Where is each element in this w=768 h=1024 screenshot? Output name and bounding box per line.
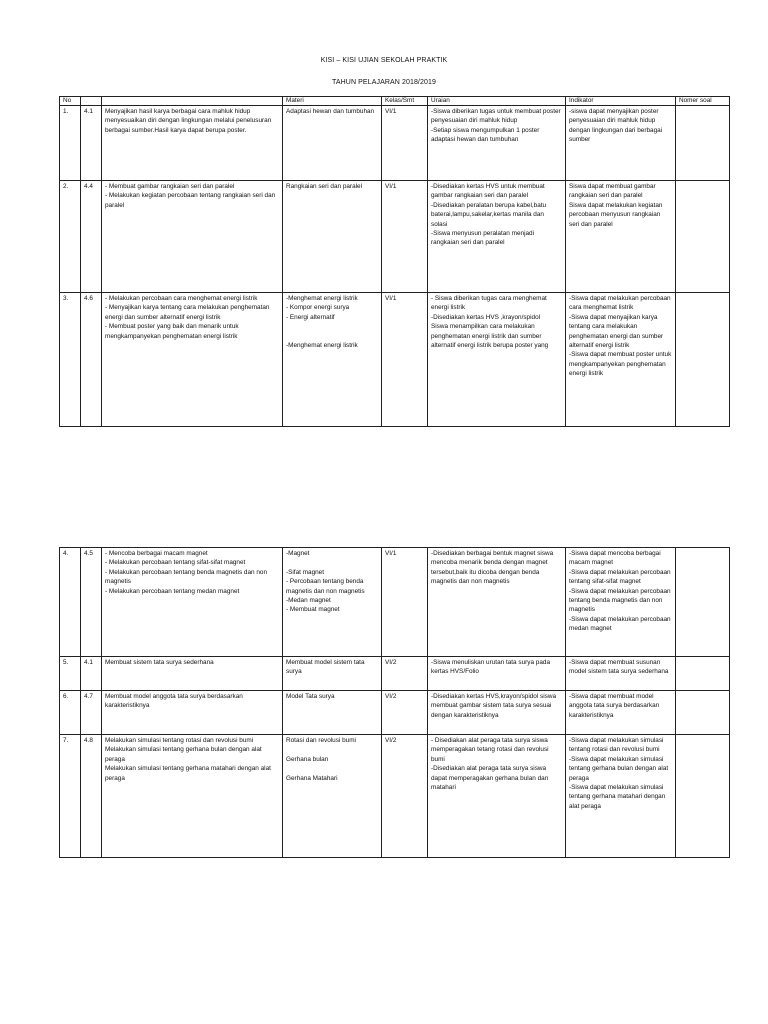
table-row [60,181,730,293]
document-title: KISI – KISI UJIAN SEKOLAH PRAKTIK [320,57,448,64]
cell-uraian: -Disediakan berbagai bentuk magnet siswa mencoba menarik benda dengan magnet tersebut,baik itu dicoba dengan benda magnetis dan non magnetis [428,548,566,657]
cell-kelas: VI/1 [382,181,428,293]
header-materi: Materi [283,97,382,106]
cell-nomer-soal [676,293,730,427]
header-nomer-soal: Nomer soal [676,97,730,106]
cell-kd: 4.1 [81,106,102,181]
cell-uraian: -Siswa diberikan tugas untuk membuat poster penyesuaian diri mahluk hidup -Setiap siswa mengumpulkan 1 poster adaptasi hewan dan tumbuhan [428,106,566,181]
table-row [60,293,730,427]
cell-indikator: -Siswa dapat mencoba berbagai macam magnet -Siswa dapat melakukan percobaan tentang sifat-sifat magnet -Siswa dapat melakukan percobaan tentang benda magnetis dan non magnetis -Siswa dapat melakukan percobaan medan magnet [566,548,676,657]
cell-materi: Rangkaian seri dan paralel [283,181,382,293]
cell-materi: -Menghemat energi listrik - Kompor energi surya - Energi alternatif -Menghemat energi listrik [283,293,382,427]
cell-uraian: - Siswa diberikan tugas cara menghemat energi listrik -Disediakan kertas HVS ,krayon/spidol Siswa menampilkan cara melakukan penghematan energi listrik dan sumber alternatif energi listrik berupa poster yang [428,293,566,427]
table-row [60,735,730,858]
cell-kelas: VI/1 [382,293,428,427]
header-kelas: Kelas/Smt [382,97,428,106]
cell-nomer-soal [676,657,730,691]
cell-no: 1. [60,106,81,181]
cell-indikator: Siswa dapat membuat gambar rangkaian seri dan paralel Siswa dapat melakukan kegiatan percobaan menyusun rangkaian seri dan paralel [566,181,676,293]
cell-kompetensi: Menyajikan hasil karya berbagai cara mahluk hidup menyesuaikan diri dengan lingkungan melalui penelusuran berbagai sumber.Hasil karya dapat berupa poster. [102,106,283,181]
table-row [60,691,730,735]
cell-uraian: -Disediakan kertas HVS,krayon/spidol siswa membuat gambar sistem tata surya sesuai dengan karakteristiknya [428,691,566,735]
cell-kelas: VI/2 [382,735,428,858]
table-row [60,548,730,657]
cell-indikator: -Siswa dapat membuat model anggota tata surya berdasarkan karakteristiknya [566,691,676,735]
header-no: No [60,97,81,106]
cell-indikator: -Siswa dapat melakukan percobaan cara menghemat listrik -Siswa dapat menyajikan karya tentang cara melakukan penghematan energi dan sumber alternatif energi listrik -Siswa dapat membuat poster untuk mengkampanyekan penghematan energi listrik [566,293,676,427]
table-header-row [60,97,730,106]
cell-indikator: -Siswa dapat melakukan simulasi tentang rotasi dan revolusi bumi -Siswa dapat melakukan simulasi tentang gerhana bulan dengan alat peraga -Siswa dapat melakukan simulasi tentang gerhana matahari dengan alat peraga [566,735,676,858]
cell-nomer-soal [676,548,730,657]
cell-nomer-soal [676,106,730,181]
cell-no: 3. [60,293,81,427]
cell-uraian: - Disediakan alat peraga tata surya siswa memperagakan tetang rotasi dan revolusi bumi -Disediakan alat peraga tata surya siswa dapat memperagakan gerhana bulan dan matahari [428,735,566,858]
table-row [60,106,730,181]
cell-indikator: -Siswa dapat membuat susunan model sistem tata surya sederhana [566,657,676,691]
cell-kompetensi: - Membuat gambar rangkaian seri dan paralel - Melakukan kegiatan percobaan tentang rangkaian seri dan paralel [102,181,283,293]
document-subtitle: TAHUN PELAJARAN 2018/2019 [332,79,436,86]
cell-no: 7. [60,735,81,858]
header-kd [81,97,102,106]
cell-kelas: VI/2 [382,691,428,735]
kisi-table-1 [59,96,730,427]
cell-kelas: VI/1 [382,548,428,657]
cell-materi: -Magnet -Sifat magnet - Percobaan tentang benda magnetis dan non magnetis -Medan magnet - Membuat magnet [283,548,382,657]
cell-no: 5. [60,657,81,691]
cell-no: 4. [60,548,81,657]
cell-kompetensi: Membuat sistem tata surya sederhana [102,657,283,691]
header-uraian: Uraian [428,97,566,106]
kisi-table-2 [59,547,730,858]
cell-kd: 4.7 [81,691,102,735]
cell-kompetensi: - Melakukan percobaan cara menghemat energi listrik - Menyajikan karya tentang cara melakukan penghematan energi dan sumber alternatif energi listrik - Membuat poster yang baik dan menarik untuk mengkampanyekan penghematan energi listrik [102,293,283,427]
cell-kompetensi: - Mencoba berbagai macam magnet - Melakukan percobaan tentang sifat-sifat magnet - Melakukan percobaan tentang benda magnetis dan non magnetis - Melakukan percobaan tentang medan magnet [102,548,283,657]
cell-kd: 4.4 [81,181,102,293]
cell-nomer-soal [676,181,730,293]
cell-kd: 4.5 [81,548,102,657]
cell-uraian: -Siswa menuliskan urutan tata surya pada kertas HVS/Folio [428,657,566,691]
cell-indikator: -siswa dapat menyajikan poster penyesuaian diri mahluk hidup dengan lingkungan dari berbagai sumber [566,106,676,181]
cell-no: 6. [60,691,81,735]
cell-kd: 4.8 [81,735,102,858]
cell-kelas: VI/1 [382,106,428,181]
cell-materi: Membuat model sistem tata surya [283,657,382,691]
cell-kelas: VI/2 [382,657,428,691]
cell-materi: Model Tata surya [283,691,382,735]
cell-kompetensi: Membuat model anggota tata surya berdasarkan karakteristiknya [102,691,283,735]
cell-materi: Adaptasi hewan dan tumbuhan [283,106,382,181]
cell-nomer-soal [676,735,730,858]
cell-uraian: -Disediakan kertas HVS untuk membuat gambar rangkaian seri dan paralel -Disediakan peralatan berupa kabel,batu baterai,lampu,sakelar,kertas manila dan solasi -Siswa menyusun peralatan menjadi rangkaian seri dan paralel [428,181,566,293]
header-kompetensi [102,97,283,106]
cell-kd: 4.1 [81,657,102,691]
cell-materi: Rotasi dan revolusi bumi Gerhana bulan Gerhana Matahari [283,735,382,858]
cell-nomer-soal [676,691,730,735]
cell-no: 2. [60,181,81,293]
cell-kompetensi: Melakukan simulasi tentang rotasi dan revolusi bumi Melakukan simulasi tentang gerhana bulan dengan alat peraga Melakukan simulasi tentang gerhana matahari dengan alat peraga [102,735,283,858]
cell-kd: 4.6 [81,293,102,427]
table-row [60,657,730,691]
header-indikator: Indikator [566,97,676,106]
